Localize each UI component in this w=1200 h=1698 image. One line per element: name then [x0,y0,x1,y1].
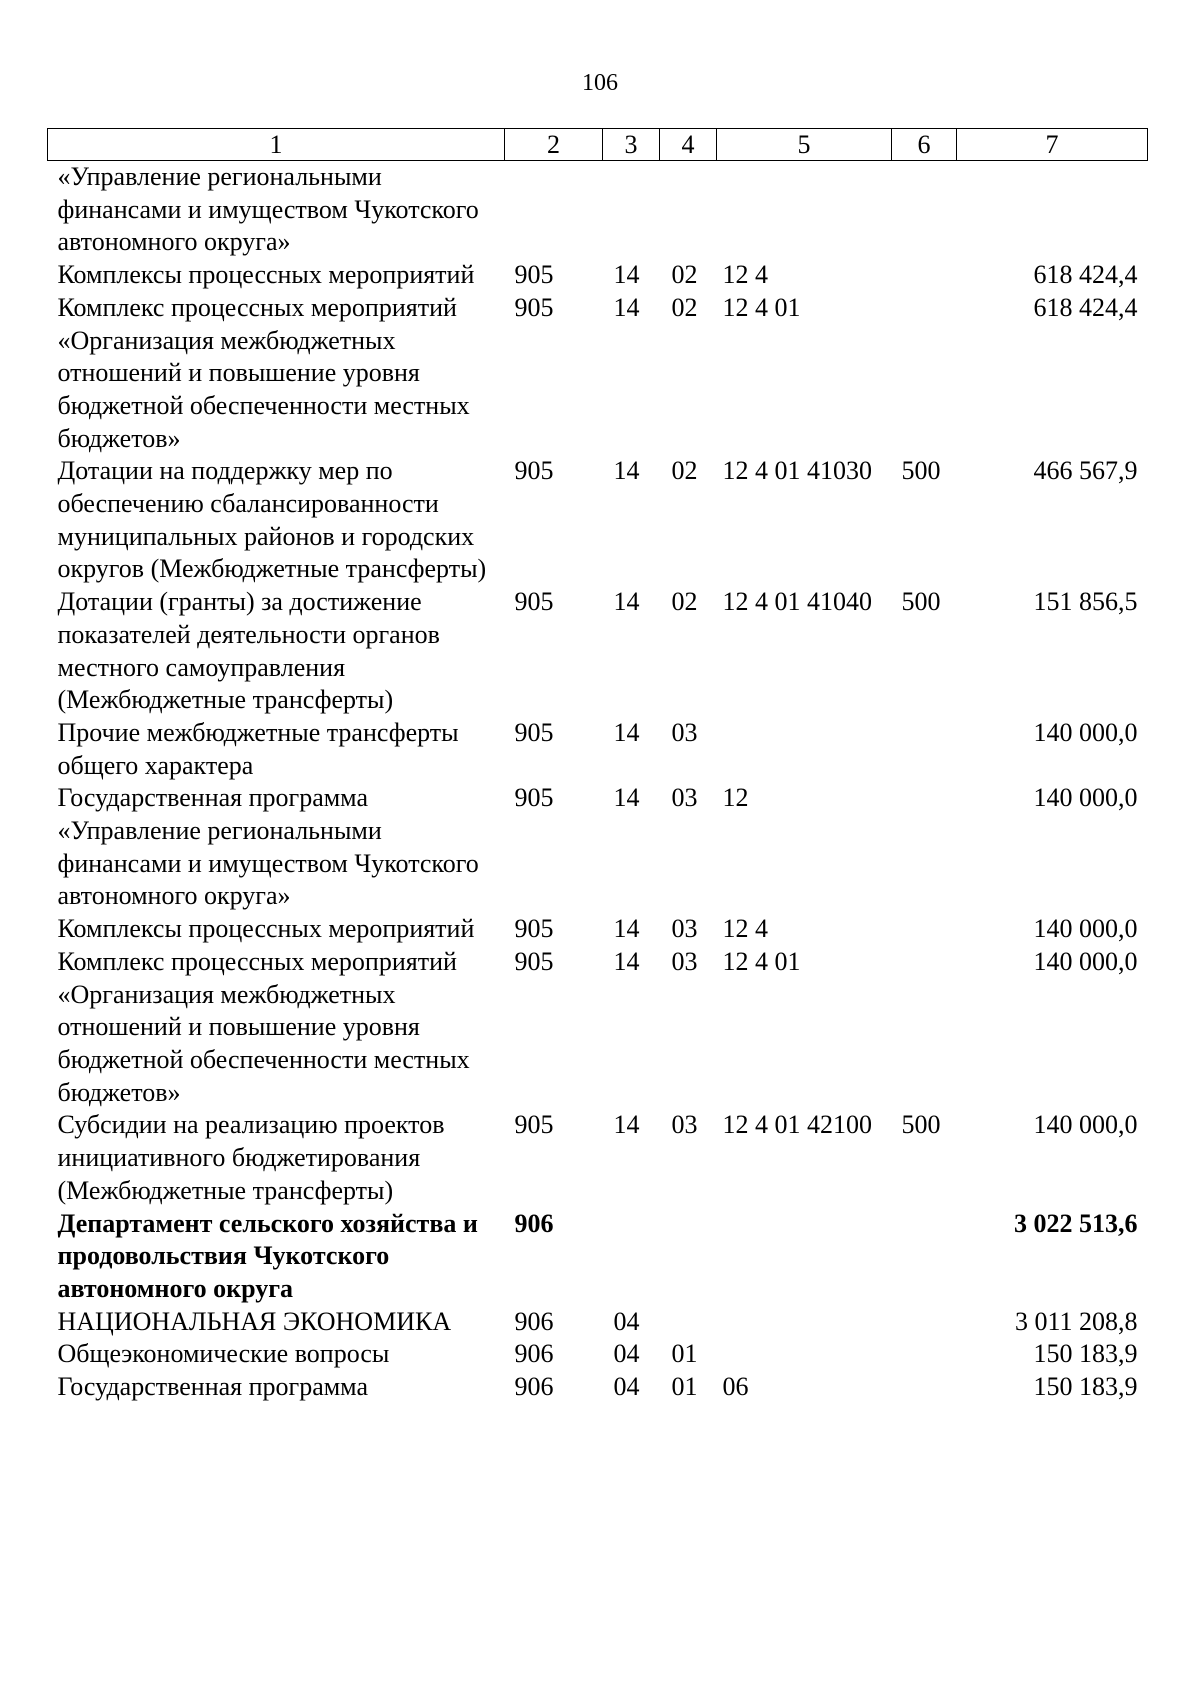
row-amount: 140 000,0 [1033,783,1138,813]
row-code-5 [717,1208,892,1306]
header-col-3: 3 [603,129,660,161]
row-code-2: 905 [514,587,554,617]
row-amount: 466 567,9 [1033,456,1138,486]
table-row [48,1109,1148,1207]
row-code-2: 905 [514,456,554,486]
row-code-2: 905 [514,914,554,944]
row-code-6 [892,1208,957,1306]
row-code-6 [892,946,957,1110]
row-amount: 618 424,4 [1033,260,1138,290]
header-col-6: 6 [892,129,957,161]
table-row [48,292,1148,456]
table-header [48,129,1148,161]
row-code-6: 500 [901,1110,941,1140]
row-code-2: 905 [514,1110,554,1140]
row-code-2: 905 [514,783,554,813]
row-code-5: 06 [722,1372,749,1402]
row-code-3 [603,1208,660,1306]
row-name: Комплексы процессных мероприятий [57,914,475,944]
row-code-3: 14 [613,587,640,617]
table-row [48,161,1148,260]
row-code-2: 905 [514,292,554,322]
row-code-4: 03 [671,946,698,976]
row-name: Дотации на поддержку мер по обеспечению сбалансированности муниципальных районов и городских округов (Межбюджетные трансферты) [57,456,487,584]
row-code-4: 02 [671,260,698,290]
row-code-2: 906 [514,1372,554,1402]
row-code-2: 905 [514,717,554,747]
row-code-4: 03 [671,717,698,747]
row-amount: 151 856,5 [1033,587,1138,617]
row-code-3: 14 [613,914,640,944]
row-code-2: 905 [514,260,554,290]
header-col-7: 7 [957,129,1148,161]
row-code-6: 500 [901,456,941,486]
row-amount: 140 000,0 [1033,946,1138,976]
row-code-6: 500 [901,587,941,617]
row-amount: 3 022 513,6 [1014,1208,1138,1238]
row-code-3: 14 [613,783,640,813]
row-code-6 [892,292,957,456]
row-code-5: 12 4 01 41040 [722,587,872,617]
row-code-6 [892,913,957,946]
row-code-6 [892,717,957,782]
table-row [48,1371,1148,1404]
table-row [48,1338,1148,1371]
row-code-6 [892,259,957,292]
row-code-5 [717,161,892,260]
row-code-5 [717,717,892,782]
row-code-3: 04 [613,1372,640,1402]
row-code-5 [717,1306,892,1339]
table-row [48,586,1148,717]
row-code-4: 03 [671,1110,698,1140]
row-code-3 [603,161,660,260]
table-row [48,782,1148,913]
row-code-5: 12 4 [722,914,768,944]
row-code-2 [505,161,603,260]
row-code-4: 01 [671,1372,698,1402]
table-body [48,161,1148,1404]
row-amount [957,161,1148,260]
row-name: Комплекс процессных мероприятий «Организация межбюджетных отношений и повышение уровня бюджетной обеспеченности местных бюджетов» [57,946,470,1107]
table-row [48,455,1148,586]
row-name: Государственная программа [57,1372,369,1402]
row-code-4: 02 [671,587,698,617]
row-name: Комплексы процессных мероприятий [57,260,475,290]
table-row [48,913,1148,946]
row-code-5 [717,1338,892,1371]
row-name: Государственная программа «Управление региональными финансами и имуществом Чукотского автономного округа» [57,783,479,911]
row-name: Комплекс процессных мероприятий «Организация межбюджетных отношений и повышение уровня бюджетной обеспеченности местных бюджетов» [57,292,470,453]
table-row [48,1306,1148,1339]
table-row [48,946,1148,1110]
row-code-4 [660,161,717,260]
table-row [48,259,1148,292]
row-code-2: 906 [514,1208,554,1238]
budget-table [47,128,1148,1404]
header-col-1: 1 [48,129,505,161]
row-code-3: 14 [613,1110,640,1140]
row-code-5: 12 4 01 [722,946,801,976]
row-code-4: 02 [671,456,698,486]
row-name: «Управление региональными финансами и имуществом Чукотского автономного округа» [57,162,479,257]
row-code-4 [660,1208,717,1306]
row-code-5: 12 4 [722,260,768,290]
row-code-4: 02 [671,292,698,322]
header-row [48,129,1148,161]
row-code-3: 14 [613,946,640,976]
table-row [48,717,1148,782]
row-code-3: 14 [613,717,640,747]
row-code-5: 12 4 01 41030 [722,456,872,486]
row-amount: 150 183,9 [1033,1339,1138,1369]
header-col-5: 5 [717,129,892,161]
row-code-6 [892,1306,957,1339]
row-name: Прочие межбюджетные трансферты общего характера [57,717,459,780]
header-col-4: 4 [660,129,717,161]
row-amount: 140 000,0 [1033,1110,1138,1140]
row-amount: 3 011 208,8 [1014,1306,1138,1336]
row-name: Департамент сельского хозяйства и продовольствия Чукотского автономного округа [57,1208,478,1303]
row-code-5: 12 [722,783,749,813]
row-code-2: 905 [514,946,554,976]
row-code-5: 12 4 01 [722,292,801,322]
row-code-3: 14 [613,260,640,290]
row-code-2: 906 [514,1306,554,1336]
row-code-6 [892,1338,957,1371]
row-code-4: 03 [671,914,698,944]
row-code-6 [892,782,957,913]
row-name: Дотации (гранты) за достижение показателей деятельности органов местного самоуправления (Межбюджетные трансферты) [57,587,440,715]
row-code-5: 12 4 01 42100 [722,1110,872,1140]
row-amount: 618 424,4 [1033,292,1138,322]
row-code-2: 906 [514,1339,554,1369]
row-code-6 [892,1371,957,1404]
row-amount: 140 000,0 [1033,914,1138,944]
page-number: 106 [582,70,618,96]
table-row [48,1208,1148,1306]
row-code-3: 04 [613,1306,640,1336]
row-code-6 [892,161,957,260]
header-col-2: 2 [505,129,603,161]
row-code-3: 04 [613,1339,640,1369]
row-code-3: 14 [613,456,640,486]
row-name: НАЦИОНАЛЬНАЯ ЭКОНОМИКА [57,1306,452,1336]
row-amount: 140 000,0 [1033,717,1138,747]
row-amount: 150 183,9 [1033,1372,1138,1402]
row-name: Субсидии на реализацию проектов инициативного бюджетирования (Межбюджетные трансферты) [57,1110,445,1205]
row-name: Общеэкономические вопросы [57,1339,390,1369]
row-code-4: 03 [671,783,698,813]
row-code-4 [660,1306,717,1339]
row-code-3: 14 [613,292,640,322]
row-code-4: 01 [671,1339,698,1369]
